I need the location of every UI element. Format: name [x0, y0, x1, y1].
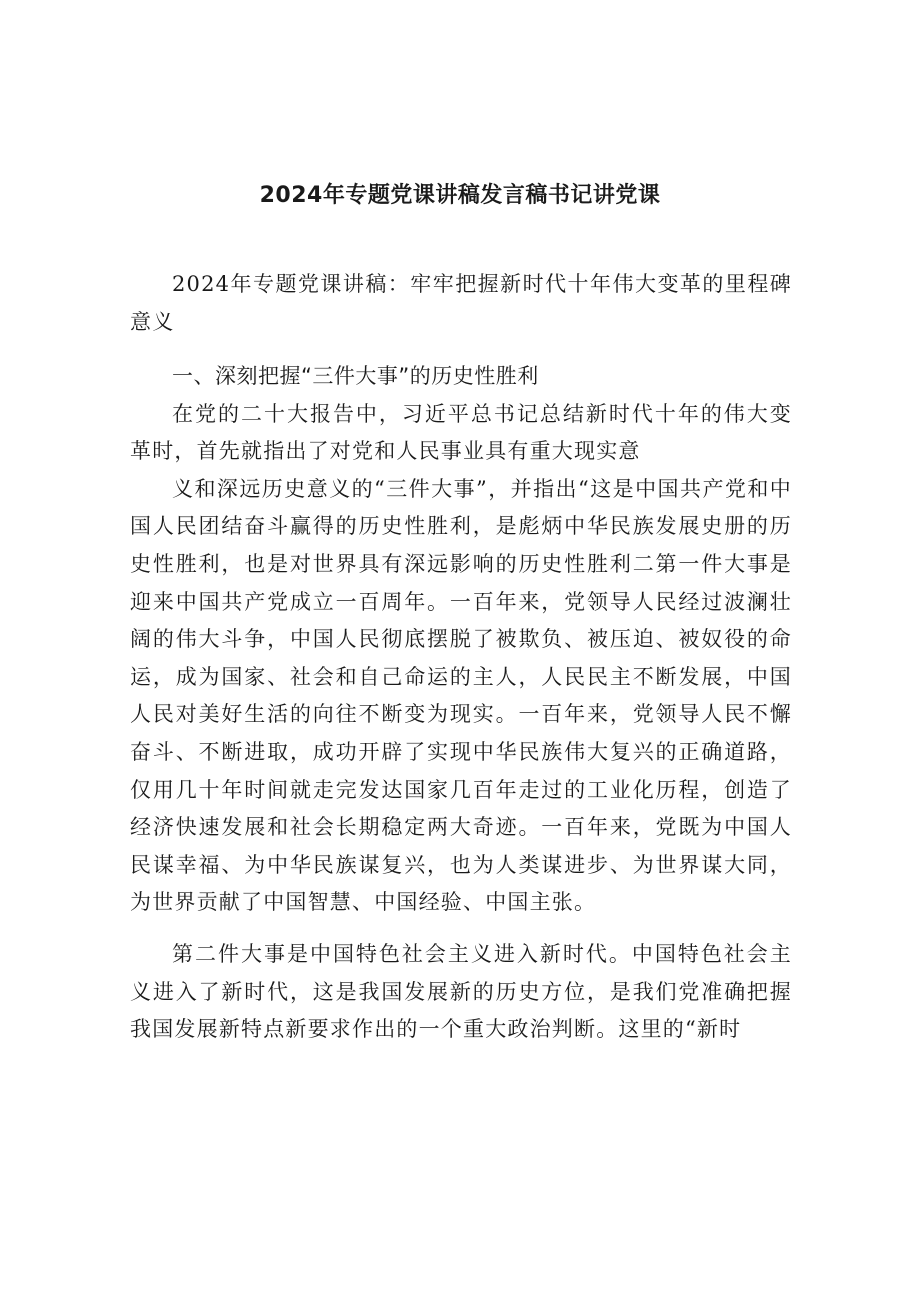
section-heading: 一、深刻把握“三件大事”的历史性胜利 — [172, 364, 539, 388]
paragraph-gap — [130, 922, 792, 936]
intro-paragraph: 2024年专题党课讲稿：牢牢把握新时代十年伟大变革的里程碑意义 — [130, 272, 792, 334]
paragraph-1: 在党的二十大报告中，习近平总书记总结新时代十年的伟大变革时，首先就指出了对党和人民事业具有重大现实意 — [130, 401, 792, 464]
intro-block — [130, 266, 792, 341]
paragraph-2: 义和深远历史意义的“三件大事”，并指出“这是中国共产党和中国人民团结奋斗赢得的历史性胜利，是彪炳中华民族发展史册的历史性胜利，也是对世界具有深远影响的历史性胜利二第一件大事是迎来中国共产党成立一百周年。一百年来，党领导人民经过波澜壮阔的伟大斗争，中国人民彻底摆脱了被欺负、被压迫、被奴役的命运，成为国家、社会和自己命运的主人，人民民主不断发展，中国人民对美好生活的向往不断变为现实。一百年来，党领导人民不懈奋斗、不断进取，成功开辟了实现中华民族伟大复兴的正确道路，仅用几十年时间就走完发达国家几百年走过的工业化历程，创造了经济快速发展和社会长期稳定两大奇迹。一百年来，党既为中国人民谋幸福、为中华民族谋复兴，也为人类谋进步、为世界谋大同，为世界贡献了中国智慧、中国经验、中国主张。 — [130, 476, 792, 915]
paragraph-3: 第二件大事是中国特色社会主义进入新时代。中国特色社会主义进入了新时代，这是我国发展新的历史方位，是我们党准确把握我国发展新特点新要求作出的一个重大政治判断。这里的“新时 — [130, 941, 792, 1042]
document-title: 2024年专题党课讲稿发言稿书记讲党课 — [259, 183, 661, 208]
section-block — [130, 358, 792, 1049]
